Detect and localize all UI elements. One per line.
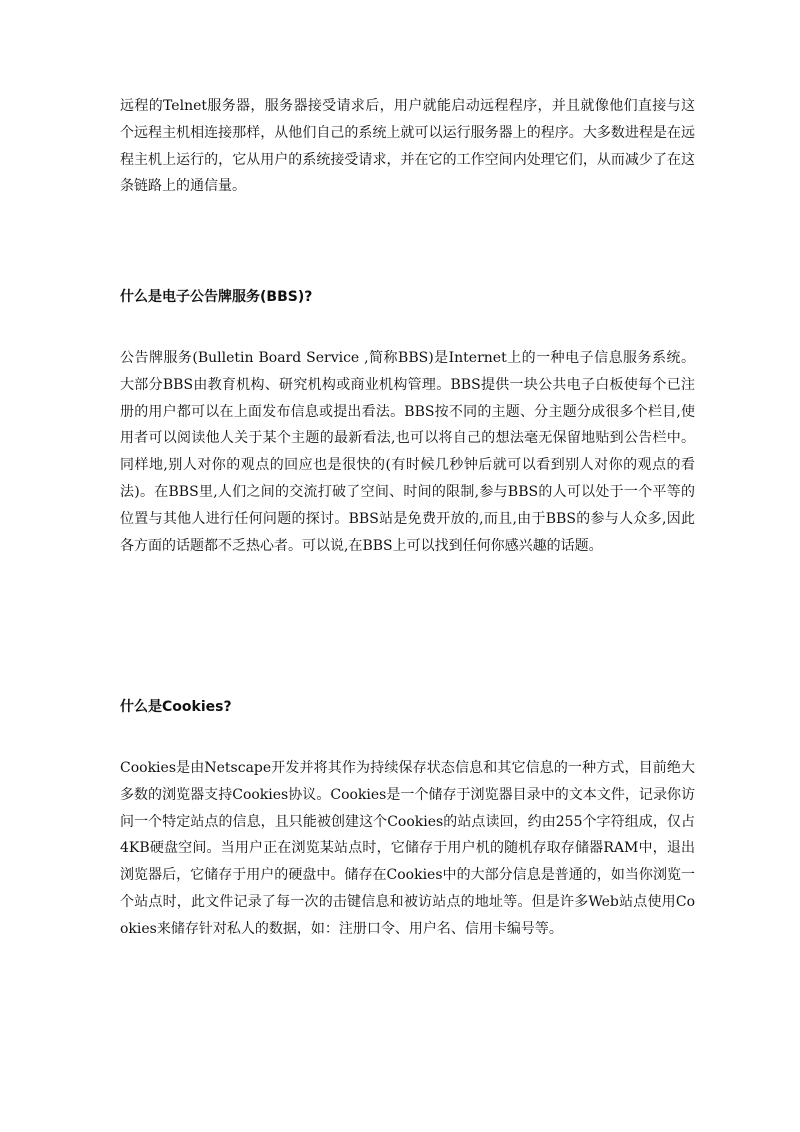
bbs-paragraph: 公告牌服务(Bulletin Board Service ,简称BBS)是Internet上的一种电子信息服务系统。大部分BBS由教育机构、研究机构或商业机构管理。BBS提供一块公共电子白板使每个已注册的用户都可以在上面发布信息或提出看法。BBS按不同的主题、分主题分成很多个栏目,使用者可以阅读他人关于某个主题的最新看法,也可以将自己的想法毫无保留地贴到公告栏中。同样地,别人对你的观点的回应也是很快的(有时候几秒钟后就可以看到别人对你的观点的看法)。在BBS里,人们之间的交流打破了空间、时间的限制,参与BBS的人可以处于一个平等的位置与其他人进行任何问题的探讨。BBS站是免费开放的,而且,由于BBS的参与人众多,因此各方面的话题都不乏热心者。可以说,在BBS上可以找到任何你感兴趣的话题。 [120, 350, 695, 554]
bbs-heading: 什么是电子公告牌服务(BBS)? [120, 289, 313, 305]
cookies-heading: 什么是Cookies? [120, 699, 232, 715]
telnet-paragraph: 远程的Telnet服务器，服务器接受请求后，用户就能启动远程程序，并且就像他们直接与这个远程主机相连接那样，从他们自己的系统上就可以运行服务器上的程序。大多数进程是在远程主机上运行的，它从用户的系统接受请求，并在它的工作空间内处理它们，从而减少了在这条链路上的通信量。 [120, 98, 695, 195]
cookies-paragraph: Cookies是由Netscape开发并将其作为持续保存状态信息和其它信息的一种方式，目前绝大多数的浏览器支持Cookies协议。Cookies是一个储存于浏览器目录中的文本文件，记录你访问一个特定站点的信息，且只能被创建这个Cookies的站点读回，约由255个字符组成，仅占4KB硬盘空间。当用户正在浏览某站点时，它储存于用户机的随机存取存储器RAM中，退出浏览器后，它储存于用户的硬盘中。储存在Cookies中的大部分信息是普通的，如当你浏览一个站点时，此文件记录了每一次的击键信息和被访站点的地址等。但是许多Web站点使用Cookies来储存针对私人的数据，如：注册口令、用户名、信用卡编号等。 [120, 760, 695, 937]
